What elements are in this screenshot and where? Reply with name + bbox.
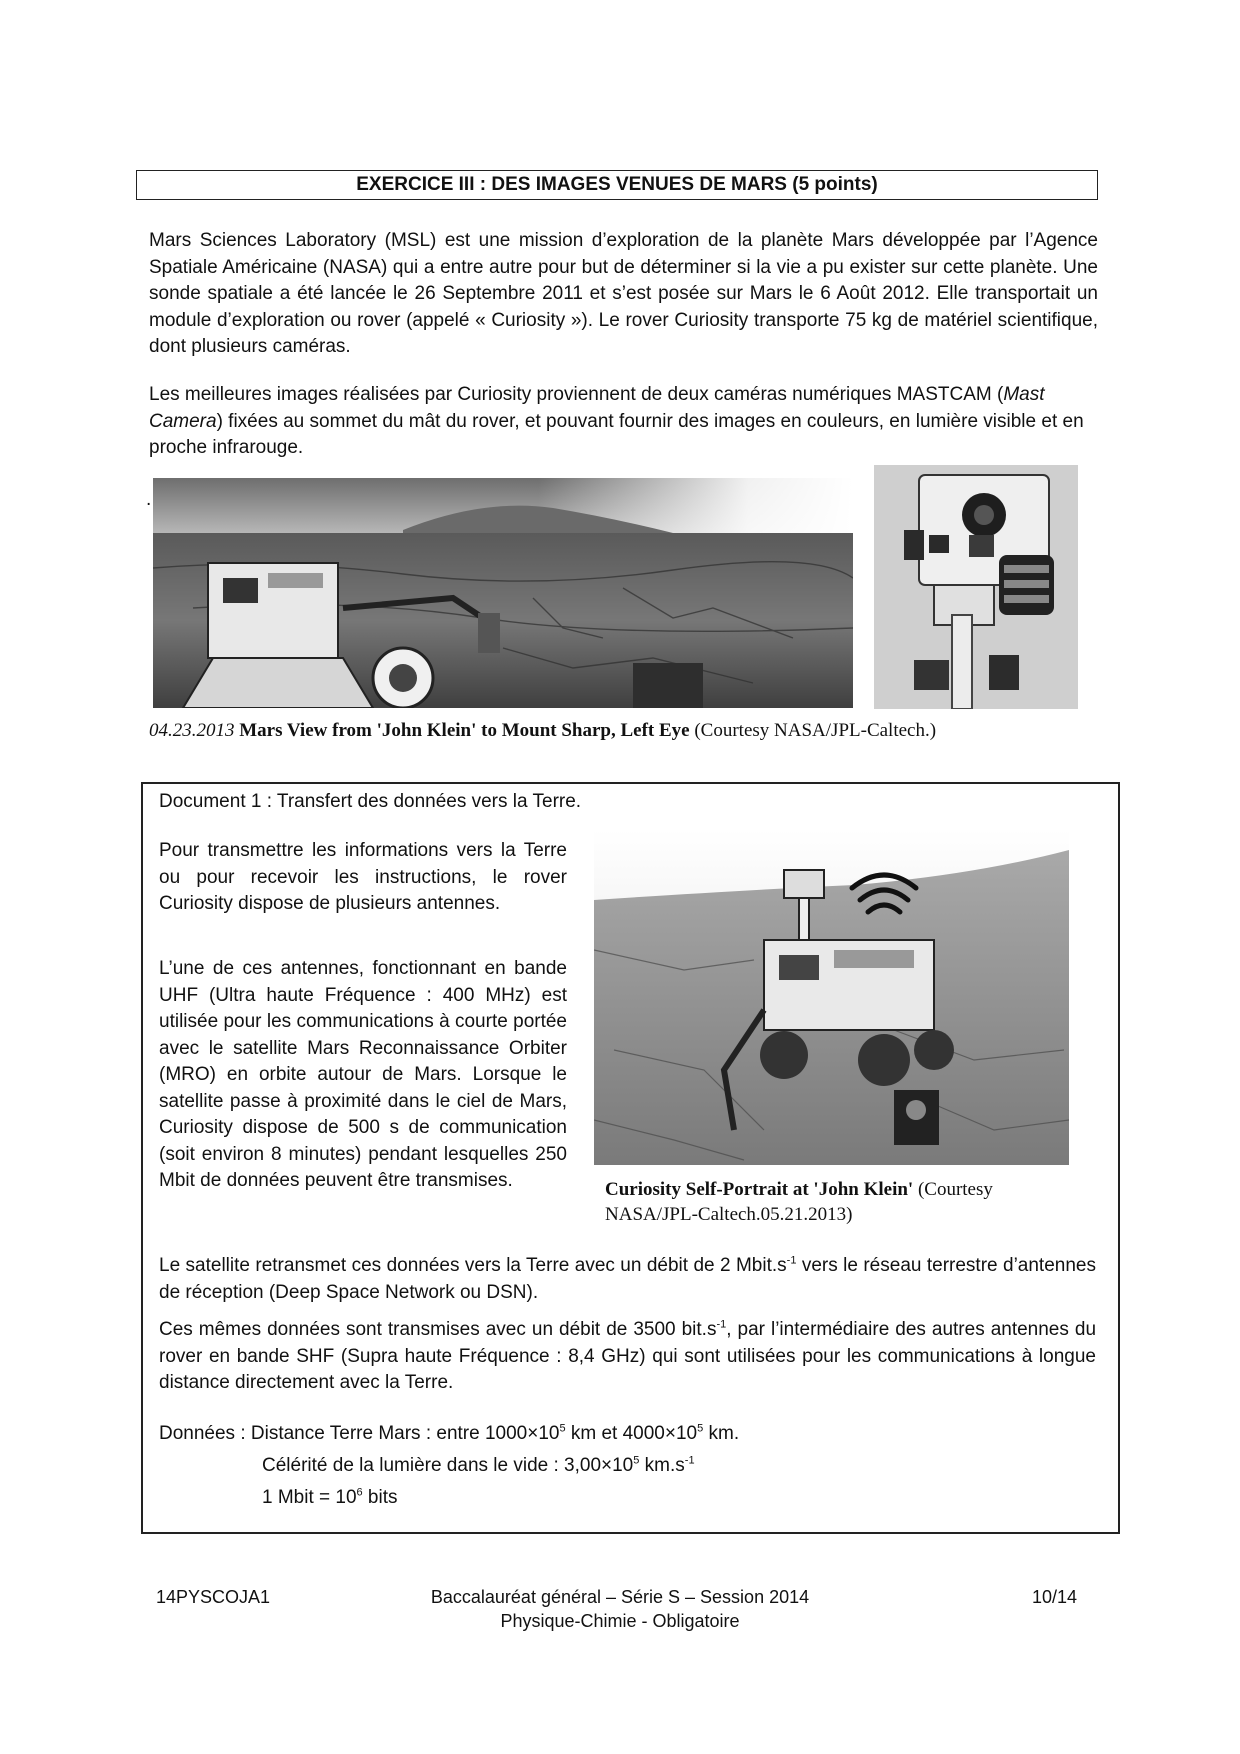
mastcam-svg xyxy=(874,465,1078,709)
curiosity-self-portrait-image xyxy=(594,830,1069,1165)
exercise-title-text: EXERCICE III : DES IMAGES VENUES DE MARS (5 points) xyxy=(356,174,878,195)
footer-center xyxy=(360,1585,880,1633)
mars-panorama-svg xyxy=(153,478,853,708)
self-portrait-svg xyxy=(594,830,1069,1165)
footer-line-2: Physique-Chimie - Obligatoire xyxy=(500,1611,740,1631)
data-l3-b: bits xyxy=(362,1487,398,1508)
data-l1-sup2: 5 xyxy=(697,1422,704,1435)
footer-code: 14PYSCOJA1 xyxy=(156,1587,271,1607)
caption-credit: (Courtesy NASA/JPL-Caltech.) xyxy=(689,720,937,741)
self-portrait-caption-credit: (Courtesy NASA/JPL-Caltech.05.21.2013) xyxy=(605,1179,993,1225)
data-l1-b: km et 4000×10 xyxy=(565,1423,698,1444)
data-line-3 xyxy=(262,1485,1092,1512)
document-1-paragraph-2: L’une de ces antennes, fonctionnant en bande UHF (Ultra haute Fréquence : 400 MHz) est utilisée pour les communications à courte portée avec le satellite Mars Reconnaissance Orbiter (MRO) en orbite autour de Mars. Lorsque le satellite passe à proximité dans le ciel de Mars, Curiosity dispose de 500 s de communication (soit environ 8 minutes) pendant lesquelles 250 Mbit de données peuvent être transmises. xyxy=(159,958,567,1191)
p3-end: vers le réseau terrestre d’antennes de réception (Deep Space Network ou DSN). xyxy=(159,1255,1096,1303)
data-l1-sup1: 5 xyxy=(559,1422,566,1435)
footer-line-1: Baccalauréat général – Série S – Session 2014 xyxy=(430,1587,810,1607)
caption-title: Mars View from 'John Klein' to Mount Sharp, Left Eye xyxy=(234,720,690,741)
intro-p2-start: Les meilleures images réalisées par Curiosity proviennent de deux caméras numériques MASTCAM ( xyxy=(149,384,1004,405)
mars-panorama-image xyxy=(153,478,853,708)
exercise-title xyxy=(136,170,1098,200)
data-l2-sup1: 5 xyxy=(633,1454,640,1467)
data-l1-a: Données : Distance Terre Mars : entre 1000×10 xyxy=(159,1423,560,1444)
self-portrait-caption xyxy=(605,1177,1075,1227)
p3-start: Le satellite retransmet ces données vers la Terre avec un débit de 2 Mbit.s xyxy=(159,1255,787,1276)
document-1-paragraph-1: Pour transmettre les informations vers la Terre ou pour recevoir les instructions, le rover Curiosity dispose de plusieurs antennes. xyxy=(159,840,567,914)
p3-sup: -1 xyxy=(786,1254,797,1267)
intro-p2-italic: Mast Camera xyxy=(149,384,1045,432)
intro-paragraph-2 xyxy=(149,382,1089,462)
intro-p2-end: ) fixées au sommet du mât du rover, et pouvant fournir des images en couleurs, en lumière visible et en proche infrarouge. xyxy=(149,410,1084,458)
data-line-1 xyxy=(159,1421,1089,1448)
data-line-2 xyxy=(262,1453,1092,1480)
document-1-heading: Document 1 : Transfert des données vers la Terre. xyxy=(159,791,582,812)
panorama-caption xyxy=(149,719,1089,743)
data-l3-sup: 6 xyxy=(356,1486,363,1499)
data-l2-sup2: -1 xyxy=(684,1454,695,1467)
self-portrait-caption-title: Curiosity Self-Portrait at 'John Klein' xyxy=(605,1179,914,1200)
p4-sup: -1 xyxy=(716,1318,727,1331)
data-l2-a: Célérité de la lumière dans le vide : 3,00×10 xyxy=(262,1455,634,1476)
footer-page-number: 10/14 xyxy=(1032,1587,1078,1607)
intro-paragraph-1: Mars Sciences Laboratory (MSL) est une mission d’exploration de la planète Mars développée par l’Agence Spatiale Américaine (NASA) qui a entre autre pour but de déterminer si la vie a pu exister sur cette planète. Une sonde spatiale a été lancée le 26 Septembre 2011 et s’est posée sur Mars le 6 Août 2012. Elle transportait un module d’exploration ou rover (appelé « Curiosity »). Le rover Curiosity transporte 75 kg de matériel scientifique, dont plusieurs caméras. xyxy=(149,230,1098,357)
document-1-paragraph-3 xyxy=(159,1253,1096,1306)
p4-end: , par l’intermédiaire des autres antennes du rover en bande SHF (Supra haute Fréquence : 8,4 GHz) qui sont utilisées pour les communications à longue distance directement avec la Terre. xyxy=(159,1319,1097,1393)
mastcam-image xyxy=(874,465,1078,709)
stray-dot: . xyxy=(146,489,152,510)
p4-start: Ces mêmes données sont transmises avec un débit de 3500 bit.s xyxy=(159,1319,717,1340)
data-l1-c: km. xyxy=(703,1423,740,1444)
caption-date: 04.23.2013 xyxy=(149,720,235,741)
document-1-paragraph-4 xyxy=(159,1317,1096,1397)
data-l3-a: 1 Mbit = 10 xyxy=(262,1487,357,1508)
data-l2-b: km.s xyxy=(639,1455,685,1476)
